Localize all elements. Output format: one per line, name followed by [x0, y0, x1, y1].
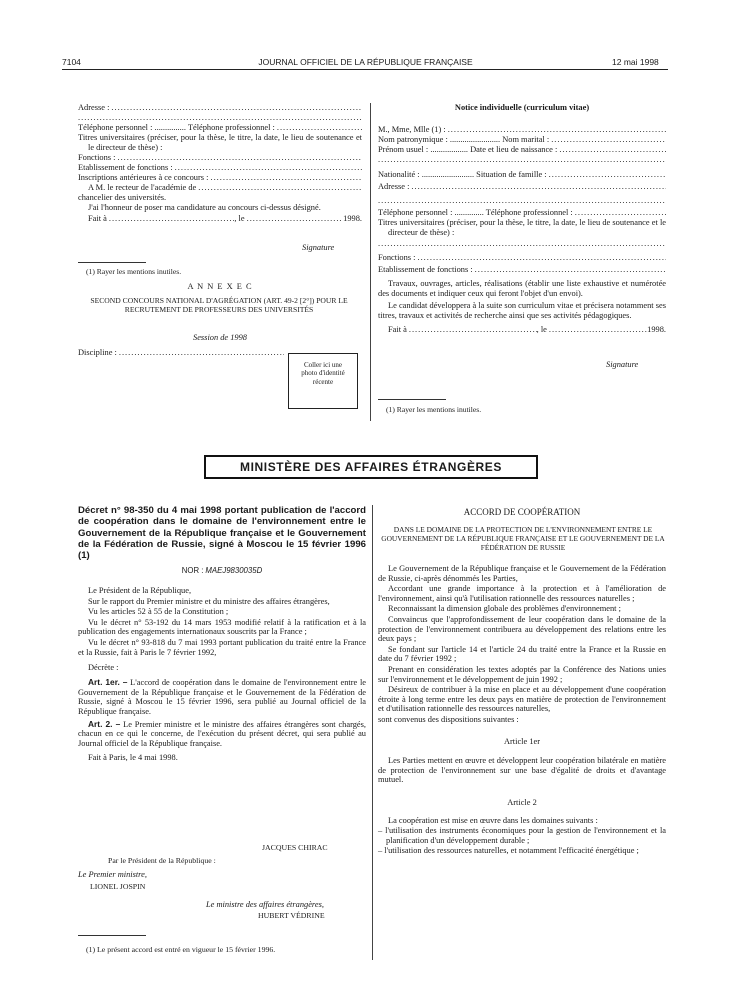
- form-honneur: J'ai l'honneur de poser ma candidature au concours ci-dessus désigné.: [88, 203, 321, 213]
- notice-form: [378, 125, 666, 335]
- header-rule: [62, 69, 668, 70]
- article-2-title: Article 2: [507, 797, 537, 807]
- form-titres: Titres universitaires (préciser, pour la thèse, le titre, la date, le lieu de soutenance et le directeur de thèse) :: [78, 133, 362, 152]
- notice-line-prenom: Prénom usuel : .................. Date et lieu de naissance : .....: [378, 145, 666, 155]
- form-line-adresse: Adresse : .....: [78, 103, 362, 113]
- decret-para: Vu le décret n° 53-192 du 14 mars 1953 modifié relatif à la ratification et à la publication des engagements internationaux souscrits par la France ;: [78, 617, 366, 637]
- signature-right: Signature: [606, 360, 639, 369]
- issue-date: 12 mai 1998: [612, 57, 659, 67]
- footnote-decret: (1) Le présent accord est entré en vigueur le 15 février 1996.: [86, 945, 276, 954]
- form-chancelier: chancelier des universités.: [78, 193, 167, 203]
- signatory-chirac: JACQUES CHIRAC: [262, 843, 328, 852]
- notice-line-fait: Fait à ..... , le ..... 1998.: [378, 325, 666, 335]
- article-2-body: La coopération est mise en œuvre dans les domaines suivants :: [388, 815, 598, 825]
- column-divider-top: [370, 103, 371, 421]
- article-1-text: L'accord de coopération dans le domaine de l'environnement entre le Gouvernement de la République française et le Gouvernement de la Fédération de Russie, signé à Moscou le 15 février 1996, sera publié au Journal officiel de la République française.: [78, 678, 366, 716]
- nor-line: [78, 566, 366, 576]
- notice-title: Notice individuelle (curriculum vitae): [454, 103, 590, 112]
- signatory-jospin: LIONEL JOSPIN: [90, 882, 146, 891]
- article-2-label: Art. 2. –: [88, 718, 121, 729]
- notice-line-blank-2: [378, 196, 666, 206]
- signatory-vedrine: HUBERT VÉDRINE: [258, 911, 325, 920]
- notice-line-civilite: M., Mme, Mlle (1) : .....: [378, 125, 666, 135]
- accord-para: Se fondant sur l'article 14 et l'article 24 du traité entre la France et la Russie en date du 7 février 1992 ;: [378, 644, 666, 664]
- notice-candidat: Le candidat développera à la suite son curriculum vitae et précisera notamment ses titres, travaux et activités de recherche ainsi que ses activités pédagogiques.: [378, 301, 666, 320]
- accord-para: Accordant une grande importance à la protection et à l'amélioration de l'environnement, ainsi qu'à l'utilisation rationnelle des ressources naturelles ;: [378, 584, 666, 603]
- accord-para: Reconnaissant la dimension globale des problèmes d'environnement ;: [388, 604, 621, 614]
- form-line-fait: Fait à ..... , le ..... 1998.: [78, 214, 362, 224]
- article-1-label: Art. 1er. –: [88, 677, 128, 688]
- photo-box-text: Coller ici une photo d'identité récente: [301, 361, 345, 386]
- second-concours-title: SECOND CONCOURS NATIONAL D'AGRÉGATION (ART. 49-2 [2°]) POUR LE RECRUTEMENT DE PROFESSEURS DES UNIVERSITÉS: [90, 296, 348, 314]
- decret-para: Vu le décret n° 93-818 du 7 mai 1993 portant publication du traité entre la France et la Russie, fait à Paris le 7 février 1992,: [78, 637, 366, 657]
- footnote-left: (1) Rayer les mentions inutiles.: [86, 267, 182, 276]
- notice-travaux: Travaux, ouvrages, articles, réalisations (établir une liste exhaustive et numérotée des documents et indiquer ceux qui feront l'objet d'un envoi).: [378, 279, 666, 298]
- nor-label: NOR :: [181, 566, 204, 575]
- notice-line-blank-3: [378, 239, 666, 249]
- notice-line-adresse: Adresse : .....: [378, 182, 666, 192]
- accord-body: [378, 564, 666, 857]
- premier-ministre-label: Le Premier ministre,: [78, 870, 147, 879]
- photo-box: [288, 353, 358, 409]
- notice-line-fonctions: Fonctions : .....: [378, 253, 666, 263]
- notice-line-nom: Nom patronymique : ........................ Nom marital : .....: [378, 135, 666, 145]
- footnote-right: (1) Rayer les mentions inutiles.: [386, 405, 482, 414]
- article-2-item: – l'utilisation des instruments économiques pour la gestion de l'environnement et la planification d'un développement durable ;: [378, 826, 666, 845]
- candidature-form: [78, 103, 362, 224]
- article-1-body: Les Parties mettent en œuvre et développent leur coopération bilatérale en matière de protection de l'environnement sur une base d'égalité de droits et d'avantage mutuel.: [378, 755, 666, 785]
- form-line-blank: [78, 113, 362, 123]
- accord-title: ACCORD DE COOPÉRATION: [463, 507, 581, 517]
- ministry-banner: [204, 455, 538, 479]
- footnote-rule-decret: [78, 935, 146, 936]
- journal-title: JOURNAL OFFICIEL DE LA RÉPUBLIQUE FRANÇAISE: [258, 57, 473, 67]
- form-line-recteur: A M. le recteur de l'académie de .....: [78, 183, 362, 193]
- footnote-rule-right: [378, 399, 446, 400]
- annexe-title: A N N E X E C: [187, 282, 253, 291]
- page-number: 7104: [62, 57, 81, 67]
- ministre-ae-label: Le ministre des affaires étrangères,: [206, 900, 324, 909]
- notice-line-telephone: Téléphone personnel : .............. Téléphone professionnel : .....: [378, 208, 666, 218]
- article-2-item: – l'utilisation des ressources naturelles, et notamment l'efficacité énergétique ;: [378, 846, 639, 856]
- article-2: [78, 720, 366, 749]
- par-le-president: Par le Président de la République :: [108, 856, 216, 865]
- article-1: [78, 678, 366, 716]
- decret-para: Vu les articles 52 à 55 de la Constitution ;: [88, 607, 229, 617]
- ministry-banner-text: MINISTÈRE DES AFFAIRES ÉTRANGÈRES: [239, 460, 503, 474]
- session-label: Session de 1998: [193, 333, 247, 342]
- decret-body: [78, 586, 366, 763]
- decret-para: Le Président de la République,: [88, 586, 192, 595]
- notice-line-nationalite: Nationalité : ......................... Situation de famille : .....: [378, 170, 666, 180]
- footnote-rule-left: [78, 262, 146, 263]
- article-1-title: Article 1er: [503, 736, 541, 746]
- notice-line-blank: [378, 155, 666, 165]
- nor-value: MAEJ9830035D: [205, 566, 263, 575]
- form-line-etablissement: Etablissement de fonctions : .....: [78, 163, 362, 173]
- form-line-inscriptions: Inscriptions antérieures à ce concours : .....: [78, 173, 362, 183]
- decret-para: Sur le rapport du Premier ministre et du ministre des affaires étrangères,: [88, 596, 330, 606]
- form-line-fonctions: Fonctions : .....: [78, 153, 362, 163]
- accord-subtitle: DANS LE DOMAINE DE LA PROTECTION DE L'ENVIRONNEMENT ENTRE LE GOUVERNEMENT DE LA RÉPUBLIQUE FRANÇAISE ET LE GOUVERNEMENT DE LA FÉDÉRATION DE RUSSIE: [381, 525, 665, 552]
- accord-para: Convaincus que l'approfondissement de leur coopération dans le domaine de la protection de l'environnement contribuera au développement des relations entre les deux pays ;: [378, 614, 666, 644]
- accord-para: Le Gouvernement de la République française et le Gouvernement de la Fédération de Russie, ci-après dénommés les Parties,: [378, 564, 666, 583]
- discipline-line: Discipline : .....: [78, 348, 284, 358]
- accord-para: Désireux de contribuer à la mise en place et au développement d'une coopération étroite à long terme entre les deux pays en matière de protection de l'environnement et d'utilisation rationnelle des ressources naturelles,: [378, 685, 666, 714]
- decret-title: Décret n° 98-350 du 4 mai 1998 portant publication de l'accord de coopération dans le domaine de l'environnement entre le Gouvernement de la République française et le Gouvernement de la Fédération de Russie, signé à Moscou le 15 février 1996 (1): [78, 505, 366, 562]
- signature-left: Signature: [302, 243, 335, 252]
- notice-titres: Titres universitaires (préciser, pour la thèse, le titre, la date, le lieu de soutenance et le directeur de thèse) :: [378, 218, 666, 237]
- decrete-label: Décrète :: [88, 663, 119, 673]
- notice-line-etablissement: Etablissement de fonctions : .....: [378, 265, 666, 275]
- article-2-text: Le Premier ministre et le ministre des affaires étrangères sont chargés, chacun en ce qui le concerne, de l'exécution du présent décret, qui sera publié au Journal officiel de la République française.: [78, 719, 366, 748]
- fait-paris: Fait à Paris, le 4 mai 1998.: [88, 753, 178, 763]
- form-line-telephone: Téléphone personnel : ............... Téléphone professionnel : .....: [78, 123, 362, 133]
- convenus-line: sont convenus des dispositions suivantes :: [378, 714, 519, 724]
- column-divider-bottom: [372, 505, 373, 960]
- accord-para: Prenant en considération les textes adoptés par la Conférence des Nations unies sur l'environnement et le développement de juin 1992 ;: [378, 664, 666, 684]
